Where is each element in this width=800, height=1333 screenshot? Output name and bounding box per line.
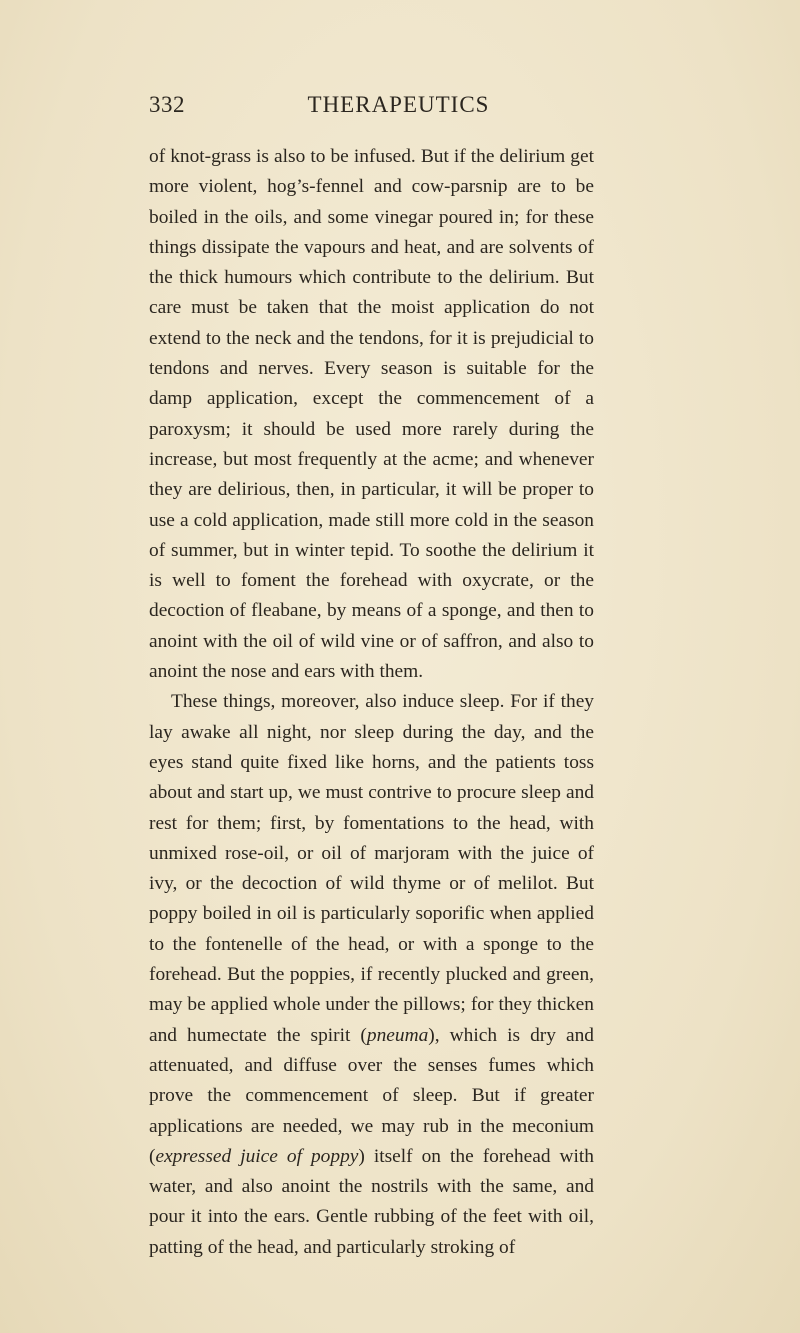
paragraph-1: of knot-grass is also to be infused. But if the delirium get more violent, hog’s-fennel and cow-parsnip are to be boiled in the oils, and some vinegar poured in; for these things dissipate the vapours and heat, and are solvents of the thick humours which contribute to the delirium. But care must be taken that the moist application do not extend to the neck and the tendons, for it is prejudicial to tendons and nerves. Every season is suitable for the damp application, except the commencement of a paroxysm; it should be used more rarely during the increase, but most frequently at the acme; and whenever they are delirious, then, in particular, it will be proper to use a cold application, made still more cold in the season of summer, but in winter tepid. To soothe the delirium it is well to foment the forehead with oxycrate, or the decoction of fleabane, by means of a sponge, and then to anoint with the oil of wild vine or of saffron, and also to anoint the nose and ears with them. [149,146,594,683]
body-text [149,142,594,1263]
pneuma-term: pneuma [366,1024,429,1046]
paragraph-2-part-b: ), which is dry and attenuated, and diffuse over the senses fumes which prove the commencement of sleep. But if greater applications are needed, we may rub in the meconium ( [149,1024,594,1167]
page-number: 332 [149,92,185,117]
running-title: THERAPEUTICS [307,92,490,117]
meconium-gloss: expressed juice of poppy [155,1145,359,1167]
paragraph-2-part-c: ) itself on the forehead with water, and also anoint the nostrils with the same, and pour it into the ears. Gentle rubbing of the feet with oil, patting of the head, and particularly stroking of [149,1145,594,1258]
paragraph-2 [149,687,594,1263]
paragraph-2-part-a: These things, moreover, also induce sleep. For if they lay awake all night, nor sleep during the day, and the eyes stand quite fixed like horns, and the patients toss about and start up, we must contrive to procure sleep and rest for them; first, by fomentations to the head, with unmixed rose-oil, or oil of marjoram with the juice of ivy, or the decoction of wild thyme or of melilot. But poppy boiled in oil is particularly soporific when applied to the fontenelle of the head, or with a sponge to the forehead. But the poppies, if recently plucked and green, may be applied whole under the pillows; for they thicken and humectate the spirit ( [149,691,594,1046]
running-head [149,92,588,122]
